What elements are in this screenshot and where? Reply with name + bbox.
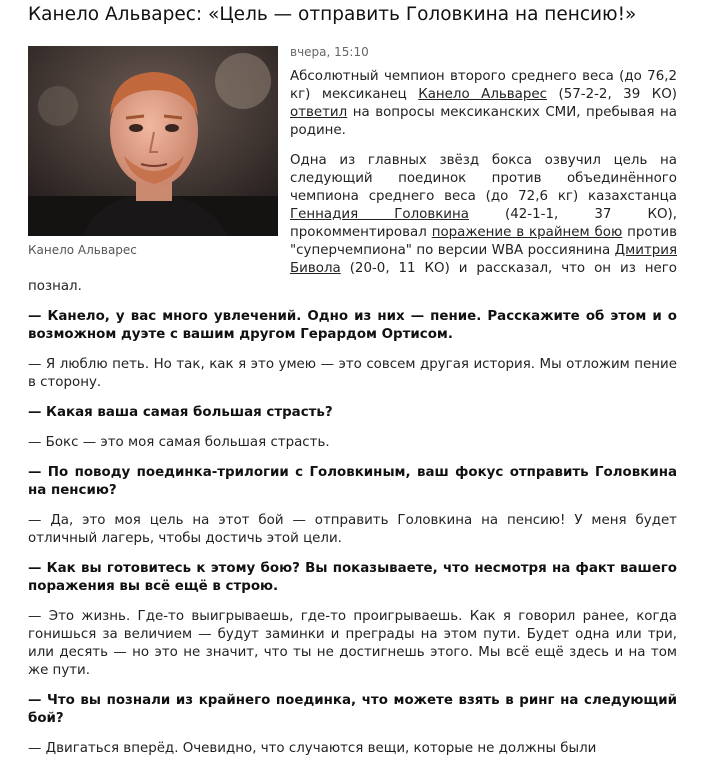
text-span: (20-0, 11 КО) и рассказал, что он из него познал. — [28, 261, 677, 294]
link-dmitry-bivol[interactable]: Дмитрия Бивола — [290, 243, 677, 276]
link-gennady-golovkin[interactable]: Геннадия Головкина — [290, 207, 469, 222]
text-span: Абсолютный чемпион второго среднего веса (до 76,2 кг) мексиканец — [290, 69, 677, 102]
question-2: — Какая ваша самая большая страсть? — [28, 405, 333, 420]
link-defeat-last-fight[interactable]: поражение в крайнем бою — [431, 225, 623, 240]
answer-3: — Да, это моя цель на этот бой — отправить Головкина на пенсию! У меня будет отличный лагерь, чтобы достичь этой цели. — [28, 513, 677, 546]
publish-date: вчера, 15:10 — [290, 45, 369, 59]
answer-5: — Двигаться вперёд. Очевидно, что случаются вещи, которые не должны были — [28, 741, 597, 756]
question-4: — Как вы готовитесь к этому бою? Вы показываете, что несмотря на факт вашего поражения вы всё ещё в строю. — [28, 561, 677, 594]
link-canelo-alvarez[interactable]: Канело Альварес — [418, 87, 547, 102]
text-span: (57-2-2, 39 КО) — [546, 87, 677, 102]
question-1: — Канело, у вас много увлечений. Одно из них — пение. Расскажите об этом и о возможном дуэте с вашим другом Герардом Ортисом. — [28, 309, 677, 342]
article-body — [28, 68, 677, 770]
photo-caption: Канело Альварес — [28, 243, 137, 257]
text-span: (42-1-1, 37 КО), прокомментировал — [290, 207, 677, 240]
answer-4: — Это жизнь. Где-то выигрываешь, где-то проигрываешь. Как я говорил ранее, когда гонишься за величием — будут заминки и преграды на этом пути. Будет одна или три, или десять — но это не значит, что ты не достигнешь этого. Мы всё ещё здесь и на том же пути. — [28, 609, 677, 678]
question-5: — Что вы познали из крайнего поединка, что можете взять в ринг на следующий бой? — [28, 693, 677, 726]
text-span: против "суперчемпиона" по версии WBA россиянина — [290, 225, 677, 258]
answer-1: — Я люблю петь. Но так, как я это умею — это совсем другая история. Мы отложим пение в сторону. — [28, 357, 677, 390]
text-span: на вопросы мексиканских СМИ, пребывая на родине. — [290, 105, 677, 138]
question-3: — По поводу поединка-трилогии с Головкиным, ваш фокус отправить Головкина на пенсию? — [28, 465, 677, 498]
article-title: Канело Альварес: «Цель — отправить Головкина на пенсию!» — [28, 4, 637, 25]
answer-2: — Бокс — это моя самая большая страсть. — [28, 435, 330, 450]
link-answered[interactable]: ответил — [290, 105, 348, 120]
photo-float-spacer — [28, 68, 290, 264]
text-span: Одна из главных звёзд бокса озвучил цель на следующий поединок против объединённого чемпиона среднего веса (до 72,6 кг) казахстанца — [290, 153, 677, 204]
